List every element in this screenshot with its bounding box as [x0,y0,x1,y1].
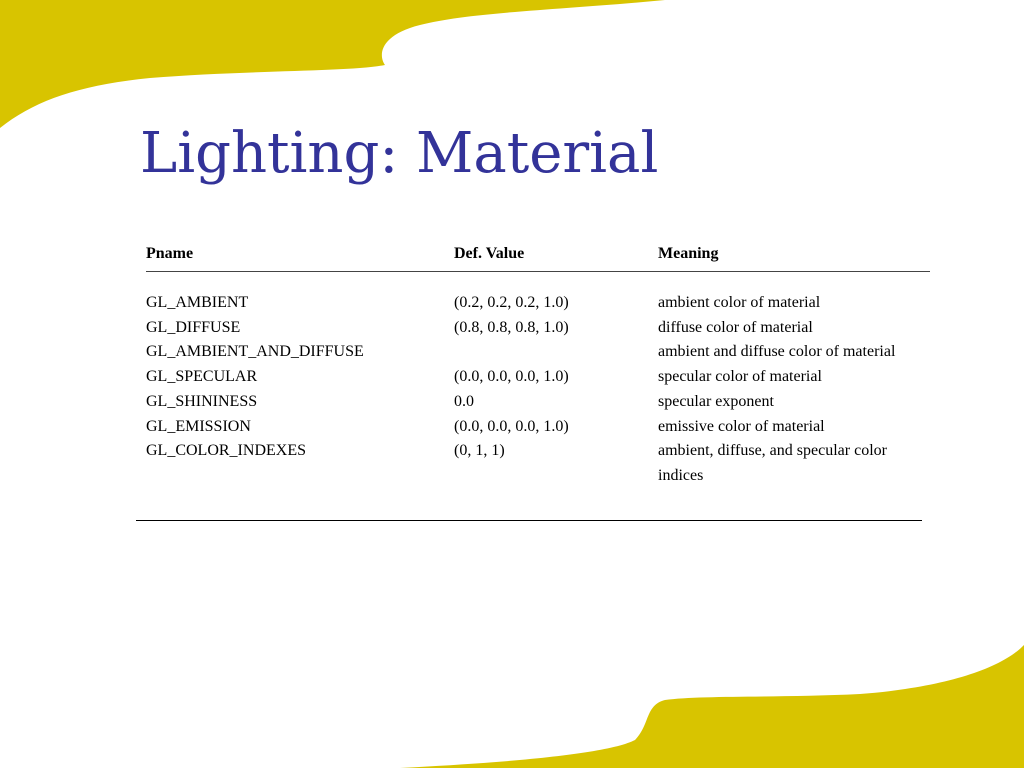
table-row [146,291,930,316]
cell-pname: GL_EMISSION [146,417,251,435]
header-meaning: Meaning [658,245,719,262]
header-divider [146,271,930,272]
cell-default-value: (0.0, 0.0, 0.0, 1.0) [454,368,569,386]
cell-default-value: (0.0, 0.0, 0.0, 1.0) [454,417,569,435]
cell-default-value: (0.8, 0.8, 0.8, 1.0) [454,318,569,336]
cell-meaning: diffuse color of material [658,318,813,336]
cell-default-value: (0.2, 0.2, 0.2, 1.0) [454,294,569,311]
table-bottom-divider [136,520,922,521]
cell-pname: GL_AMBIENT [146,294,249,311]
header-default-value: Def. Value [454,245,525,262]
cell-meaning: emissive color of material [658,417,825,435]
cell-meaning: ambient, diffuse, and specular color indices [658,442,887,484]
bottom-right-swoosh [400,645,1024,768]
cell-meaning: specular exponent [658,392,774,410]
table-header [146,242,930,266]
cell-pname: GL_COLOR_INDEXES [146,442,306,460]
table-row [146,415,930,440]
table-row [146,439,930,488]
cell-default-value: (0, 1, 1) [454,442,505,460]
cell-default-value: 0.0 [454,392,474,410]
top-left-swoosh [0,0,665,128]
table-row [146,340,930,365]
table-row [146,365,930,390]
cell-pname: GL_AMBIENT_AND_DIFFUSE [146,343,364,361]
cell-meaning: ambient color of material [658,294,821,311]
cell-pname: GL_SHININESS [146,392,258,410]
table-row [146,390,930,415]
cell-pname: GL_SPECULAR [146,368,258,386]
cell-pname: GL_DIFFUSE [146,318,241,336]
cell-meaning: ambient and diffuse color of material [658,343,896,361]
header-pname: Pname [146,245,194,262]
table-row [146,316,930,341]
cell-meaning: specular color of material [658,368,822,386]
table-body [146,291,930,489]
slide-title: Lighting: Material [140,121,659,186]
material-parameters-table [146,242,930,484]
